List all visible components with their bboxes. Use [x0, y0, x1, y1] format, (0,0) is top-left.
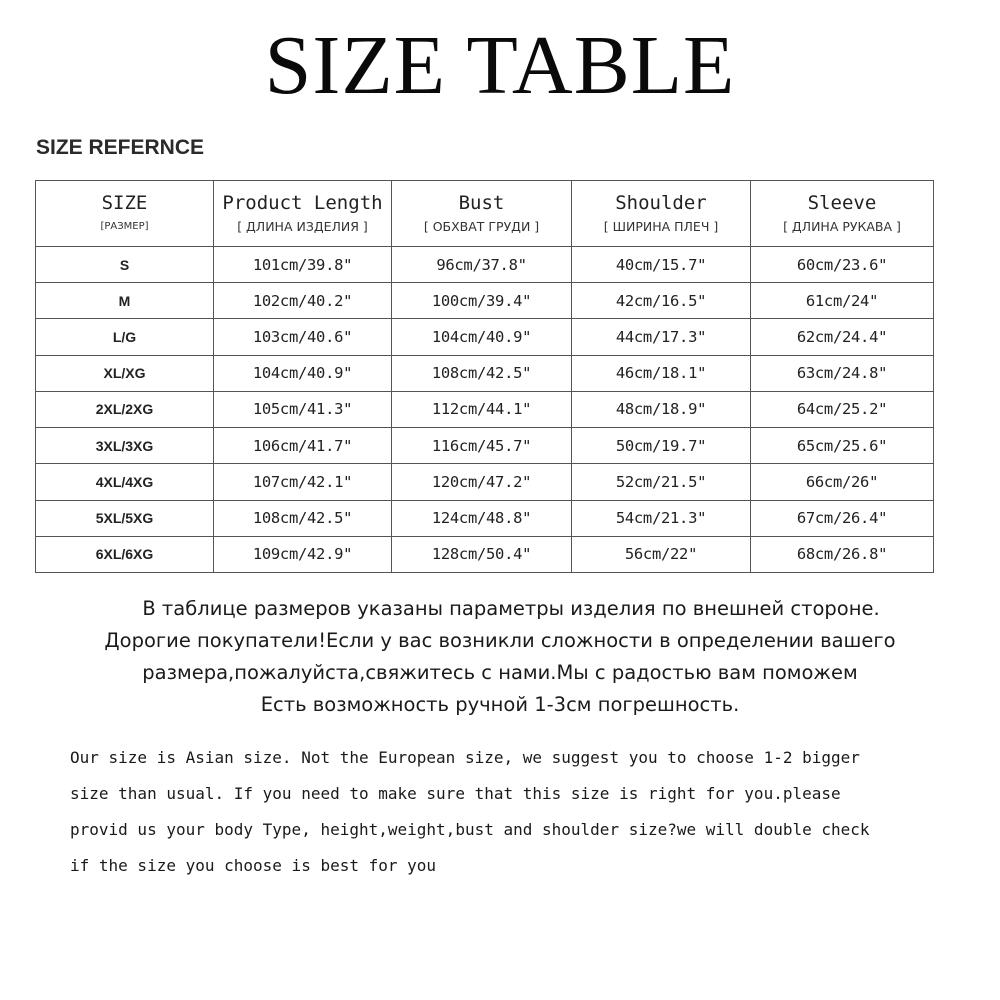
bust-cell: 120cm/47.2"	[392, 464, 572, 500]
table-row	[36, 500, 934, 536]
sleeve-cell: 67cm/26.4"	[751, 500, 934, 536]
header-shoulder-ru: [ ШИРИНА ПЛЕЧ ]	[603, 218, 719, 234]
product-length-cell: 105cm/41.3"	[214, 391, 392, 427]
table-row	[36, 283, 934, 319]
table-row	[36, 391, 934, 427]
bust-cell: 104cm/40.9"	[392, 319, 572, 355]
header-sleeve-en: Sleeve	[807, 191, 877, 214]
english-note-line: if the size you choose is best for you	[70, 856, 437, 875]
sleeve-cell: 66cm/26"	[751, 464, 934, 500]
header-product-length-en: Product Length	[222, 191, 383, 214]
shoulder-cell: 56cm/22"	[572, 536, 751, 572]
product-length-cell: 102cm/40.2"	[214, 283, 392, 319]
russian-notes	[0, 593, 1000, 721]
header-sleeve	[751, 181, 934, 247]
bust-cell: 108cm/42.5"	[392, 355, 572, 391]
header-size-en: SIZE	[101, 191, 148, 214]
product-length-cell: 109cm/42.9"	[214, 536, 392, 572]
bust-cell: 128cm/50.4"	[392, 536, 572, 572]
english-note-line: Our size is Asian size. Not the European size, we suggest you to choose 1-2 bigger	[70, 748, 860, 767]
sleeve-cell: 63cm/24.8"	[751, 355, 934, 391]
sleeve-cell: 60cm/23.6"	[751, 247, 934, 283]
product-length-cell: 106cm/41.7"	[214, 428, 392, 464]
english-notes	[70, 740, 950, 884]
shoulder-cell: 52cm/21.5"	[572, 464, 751, 500]
size-cell: 5XL/5XG	[36, 500, 214, 536]
sleeve-cell: 68cm/26.8"	[751, 536, 934, 572]
product-length-cell: 103cm/40.6"	[214, 319, 392, 355]
size-cell: XL/XG	[36, 355, 214, 391]
english-note-line: size than usual. If you need to make sure that this size is right for you.please	[70, 784, 841, 803]
product-length-cell: 101cm/39.8"	[214, 247, 392, 283]
bust-cell: 100cm/39.4"	[392, 283, 572, 319]
bust-cell: 124cm/48.8"	[392, 500, 572, 536]
sleeve-cell: 62cm/24.4"	[751, 319, 934, 355]
sleeve-cell: 61cm/24"	[751, 283, 934, 319]
shoulder-cell: 48cm/18.9"	[572, 391, 751, 427]
size-cell: S	[36, 247, 214, 283]
header-shoulder	[572, 181, 751, 247]
size-cell: M	[36, 283, 214, 319]
sleeve-cell: 65cm/25.6"	[751, 428, 934, 464]
english-note-line: provid us your body Type, height,weight,bust and shoulder size?we will double check	[70, 820, 870, 839]
product-length-cell: 107cm/42.1"	[214, 464, 392, 500]
header-bust-ru: [ ОБХВАТ ГРУДИ ]	[423, 218, 540, 234]
table-row	[36, 428, 934, 464]
size-cell: L/G	[36, 319, 214, 355]
russian-note-line: В таблице размеров указаны параметры изделия по внешней стороне.	[142, 597, 880, 620]
russian-note-line: Есть возможность ручной 1-3см погрешность.	[260, 693, 740, 716]
shoulder-cell: 40cm/15.7"	[572, 247, 751, 283]
table-row	[36, 247, 934, 283]
header-sleeve-ru: [ ДЛИНА РУКАВА ]	[783, 218, 901, 234]
table-row	[36, 536, 934, 572]
shoulder-cell: 44cm/17.3"	[572, 319, 751, 355]
size-table	[35, 180, 934, 573]
shoulder-cell: 50cm/19.7"	[572, 428, 751, 464]
size-reference-heading: SIZE REFERNCE	[36, 136, 205, 159]
sleeve-cell: 64cm/25.2"	[751, 391, 934, 427]
size-cell: 4XL/4XG	[36, 464, 214, 500]
header-bust	[392, 181, 572, 247]
header-product-length	[214, 181, 392, 247]
size-cell: 2XL/2XG	[36, 391, 214, 427]
size-cell: 3XL/3XG	[36, 428, 214, 464]
bust-cell: 116cm/45.7"	[392, 428, 572, 464]
product-length-cell: 104cm/40.9"	[214, 355, 392, 391]
table-row	[36, 464, 934, 500]
shoulder-cell: 42cm/16.5"	[572, 283, 751, 319]
bust-cell: 112cm/44.1"	[392, 391, 572, 427]
header-shoulder-en: Shoulder	[615, 191, 707, 214]
russian-note-line: Дорогие покупатели!Если у вас возникли сложности в определении вашего	[104, 629, 896, 652]
size-cell: 6XL/6XG	[36, 536, 214, 572]
table-row	[36, 319, 934, 355]
table-header-row	[36, 181, 934, 247]
header-product-length-ru: [ ДЛИНА ИЗДЕЛИЯ ]	[237, 218, 368, 234]
header-bust-en: Bust	[458, 191, 505, 214]
shoulder-cell: 54cm/21.3"	[572, 500, 751, 536]
bust-cell: 96cm/37.8"	[392, 247, 572, 283]
page-title: SIZE TABLE	[264, 19, 736, 112]
header-size-ru: [РАЗМЕР]	[100, 220, 149, 232]
shoulder-cell: 46cm/18.1"	[572, 355, 751, 391]
russian-note-line: размера,пожалуйста,свяжитесь с нами.Мы с радостью вам поможем	[142, 661, 858, 684]
header-size	[36, 181, 214, 247]
product-length-cell: 108cm/42.5"	[214, 500, 392, 536]
table-row	[36, 355, 934, 391]
